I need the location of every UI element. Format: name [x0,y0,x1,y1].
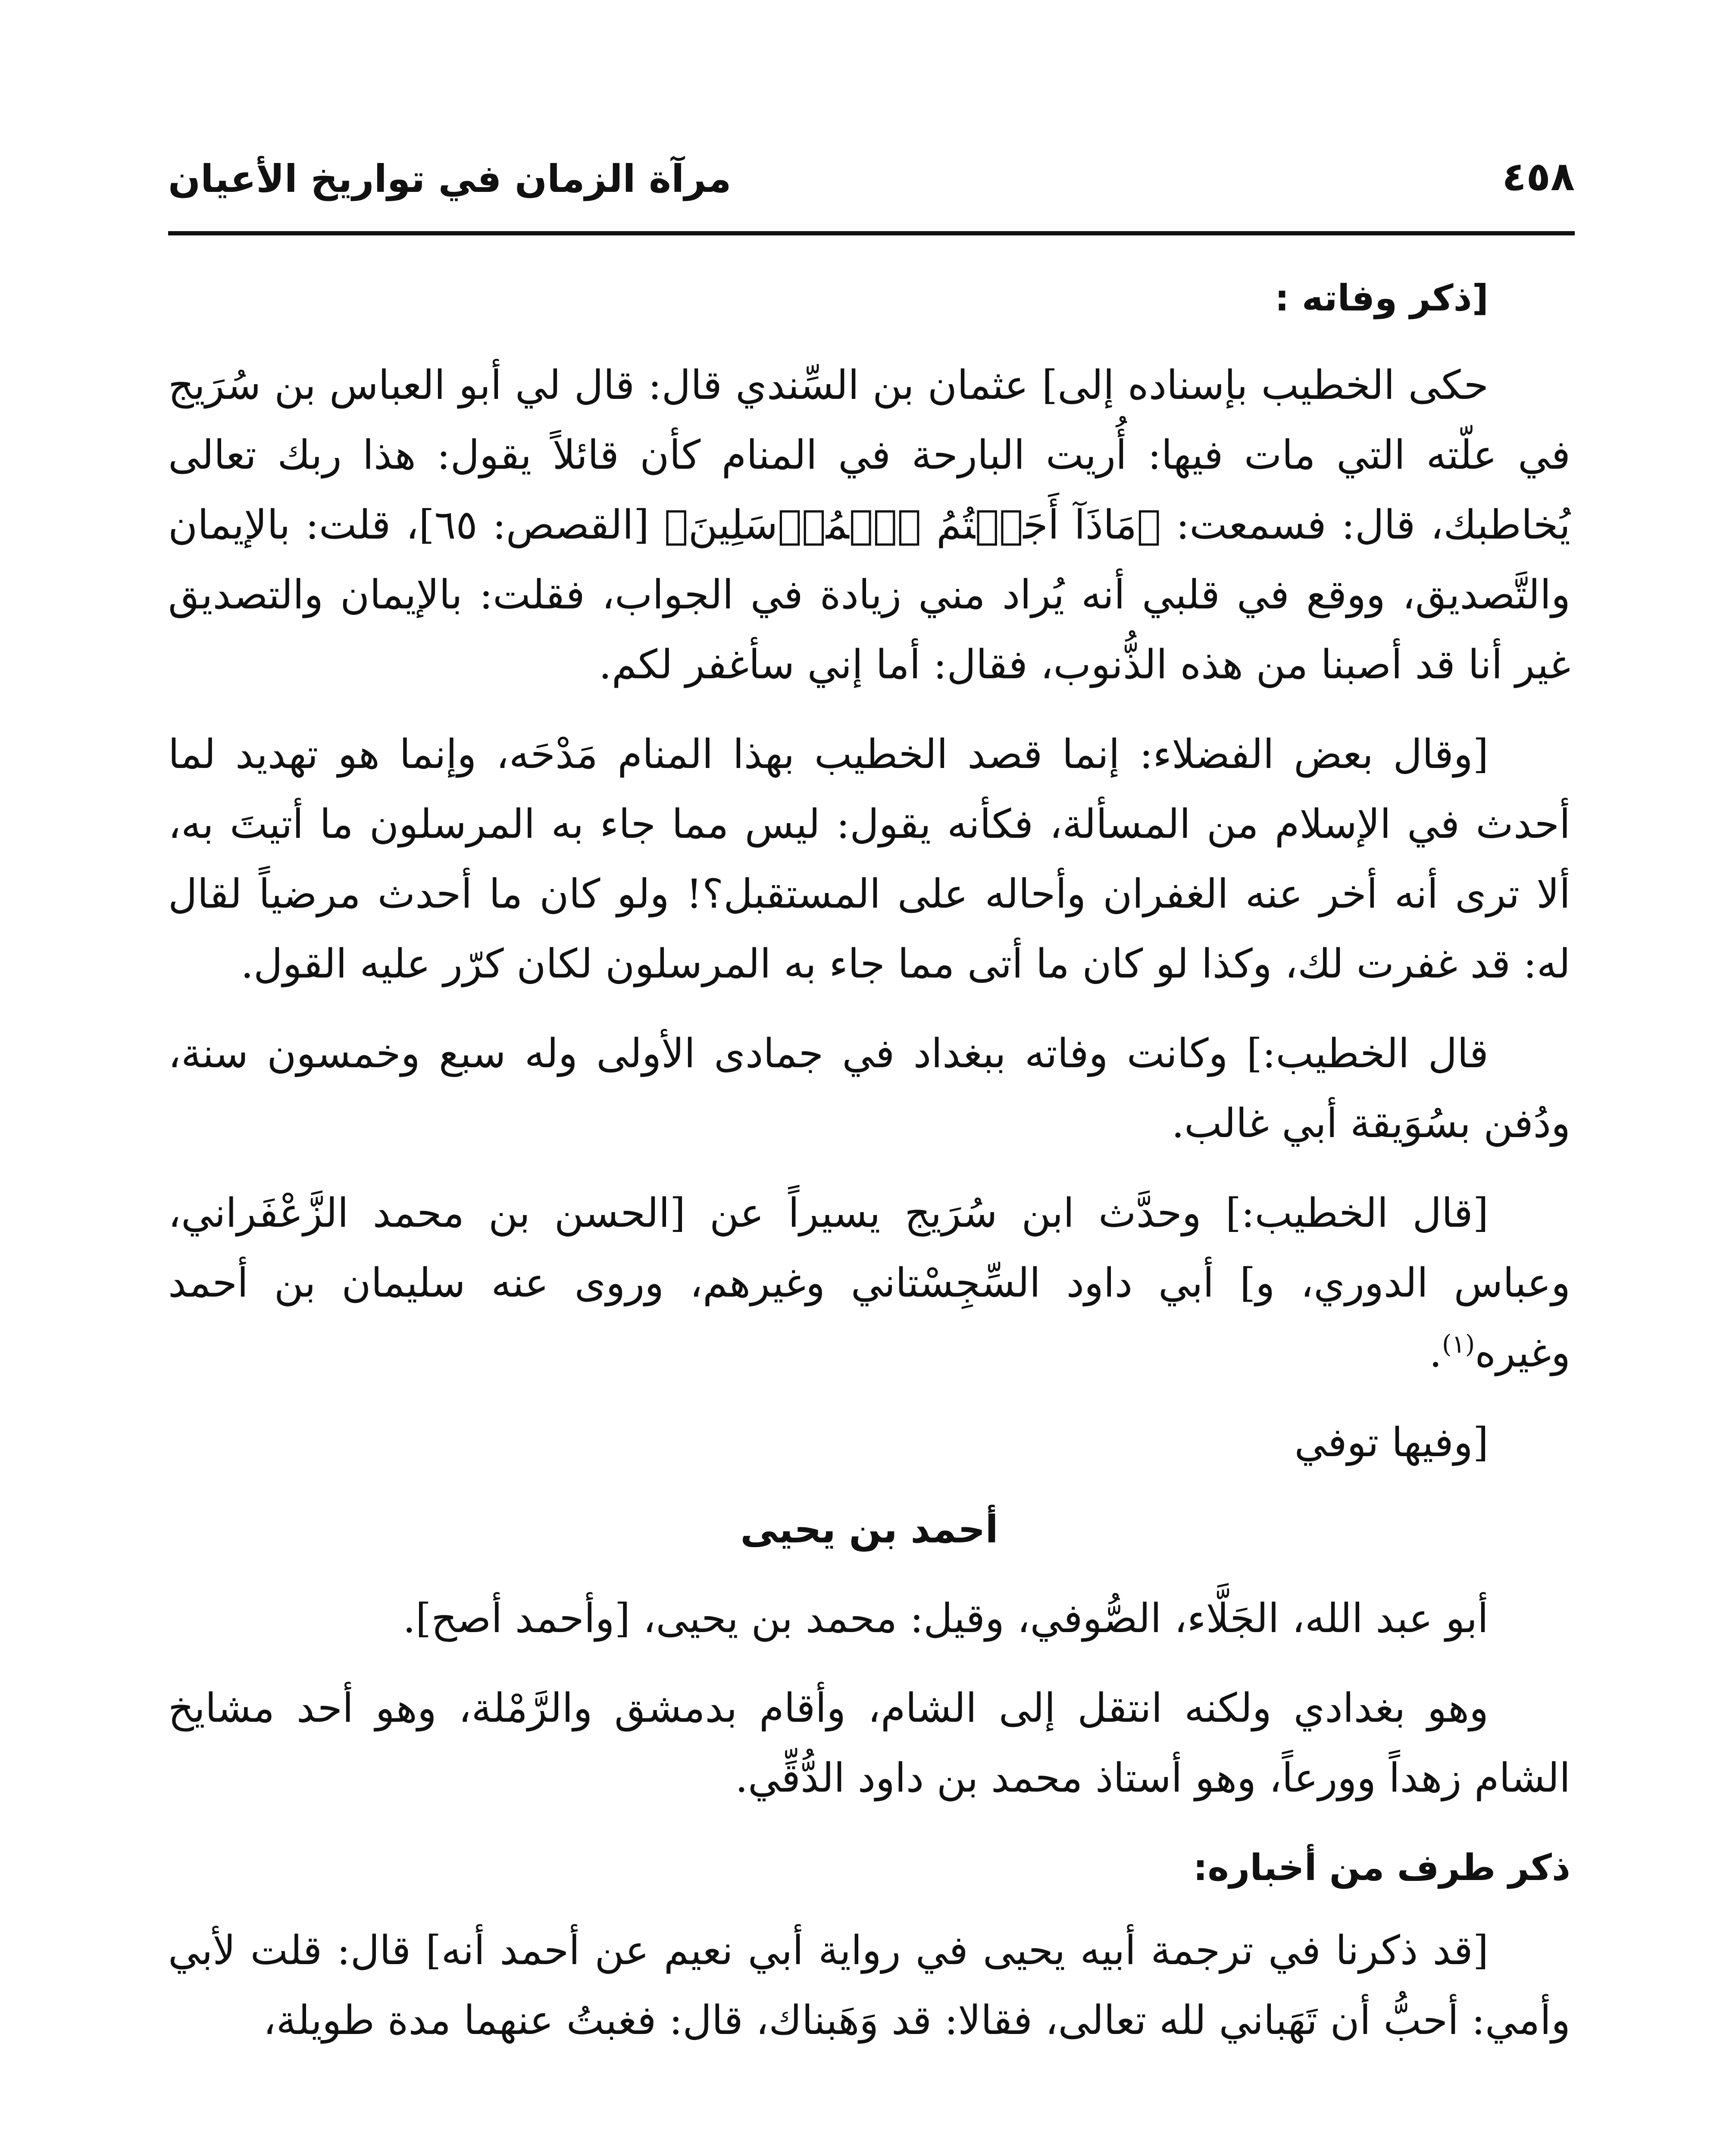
paragraph-scholar-comment: [وقال بعض الفضلاء: إنما قصد الخطيب بهذا المنام مَدْحَه، وإنما هو تهديد لما أحدث في الإسلام من المسألة، فكأنه يقول: ليس مما جاء به المرسلون ما أتيتَ به، ألا ترى أنه أخر عنه الغفران وأحاله على المستقبل؟! ولو كان ما أحدث مرضياً لقال له: قد غفرت لك، وكذا لو كان ما أتى مما جاء به المرسلون لكان كرّر عليه القول. [168,731,1570,987]
paragraph-dream-narration: حكى الخطيب بإسناده إلى] عثمان بن السِّندي قال: قال لي أبو العباس بن سُرَيج في علّته التي مات فيها: أُريت البارحة في المنام كأن قائلاً يقول: هذا ربك تعالى يُخاطبك، قال: فسمعت: ﴿مَاذَآ أَجَبۡتُمُ ٱلۡمُرۡسَلِينَ﴾ [القصص: ٦٥]، قلت: بالإيمان والتَّصديق، ووقع في قلبي أنه يُراد مني زيادة في الجواب، فقلت: بالإيمان والتصديق غير أنا قد أصبنا من هذه الذُّنوب، فقال: أما إني سأغفر لكم. [168,362,1570,688]
biography-heading: أحمد بن يحيى [740,1507,998,1551]
paragraph-names: أبو عبد الله، الجَلَّاء، الصُّوفي، وقيل: محمد بن يحيى، [وأحمد أصح]. [403,1595,1489,1642]
paragraph-death-date: قال الخطيب:] وكانت وفاته ببغداد في جمادى الأولى وله سبع وخمسون سنة، ودُفن بسُوَيقة أبي غالب. [168,1030,1570,1147]
main-text [168,263,1570,2075]
header-rule [168,231,1575,235]
news-section-heading: ذكر طرف من أخباره: [1193,1846,1570,1889]
paragraph-residence: وهو بغدادي ولكنه انتقل إلى الشام، وأقام بدمشق والرَّمْلة، وهو أحد مشايخ الشام زهداً وورعاً، وهو أستاذ محمد بن داود الدُّقِّي. [168,1685,1570,1801]
footnote-marker: (١) [1442,1329,1475,1359]
paragraph-narrators [168,1178,1570,1388]
page-header [168,129,1575,207]
running-title: مرآة الزمان في تواريخ الأعيان [168,157,732,201]
paragraph-parents: [قد ذكرنا في ترجمة أبيه يحيى في رواية أبي نعيم عن أحمد أنه] قال: قلت لأبي وأمي: أحبُّ أن تَهَباني لله تعالى، فقالا: قد وَهَبناك، قال: فغبتُ عنهما مدة طويلة، [168,1927,1570,2043]
death-section-heading: [ذكر وفاته : [1275,277,1489,319]
narrators-text: [قال الخطيب:] وحدَّث ابن سُرَيج يسيراً عن [الحسن بن محمد الزَّعْفَراني، وعباس الدوري، و] أبي داود السِّجِسْتاني وغيرهم، وروى عنه سليمان بن أحمد وغيره [168,1190,1570,1376]
paragraph-also-died: [وفيها توفي [1294,1419,1489,1466]
page-number: ٤٥٨ [1502,154,1575,200]
narrators-end: . [1429,1329,1442,1376]
